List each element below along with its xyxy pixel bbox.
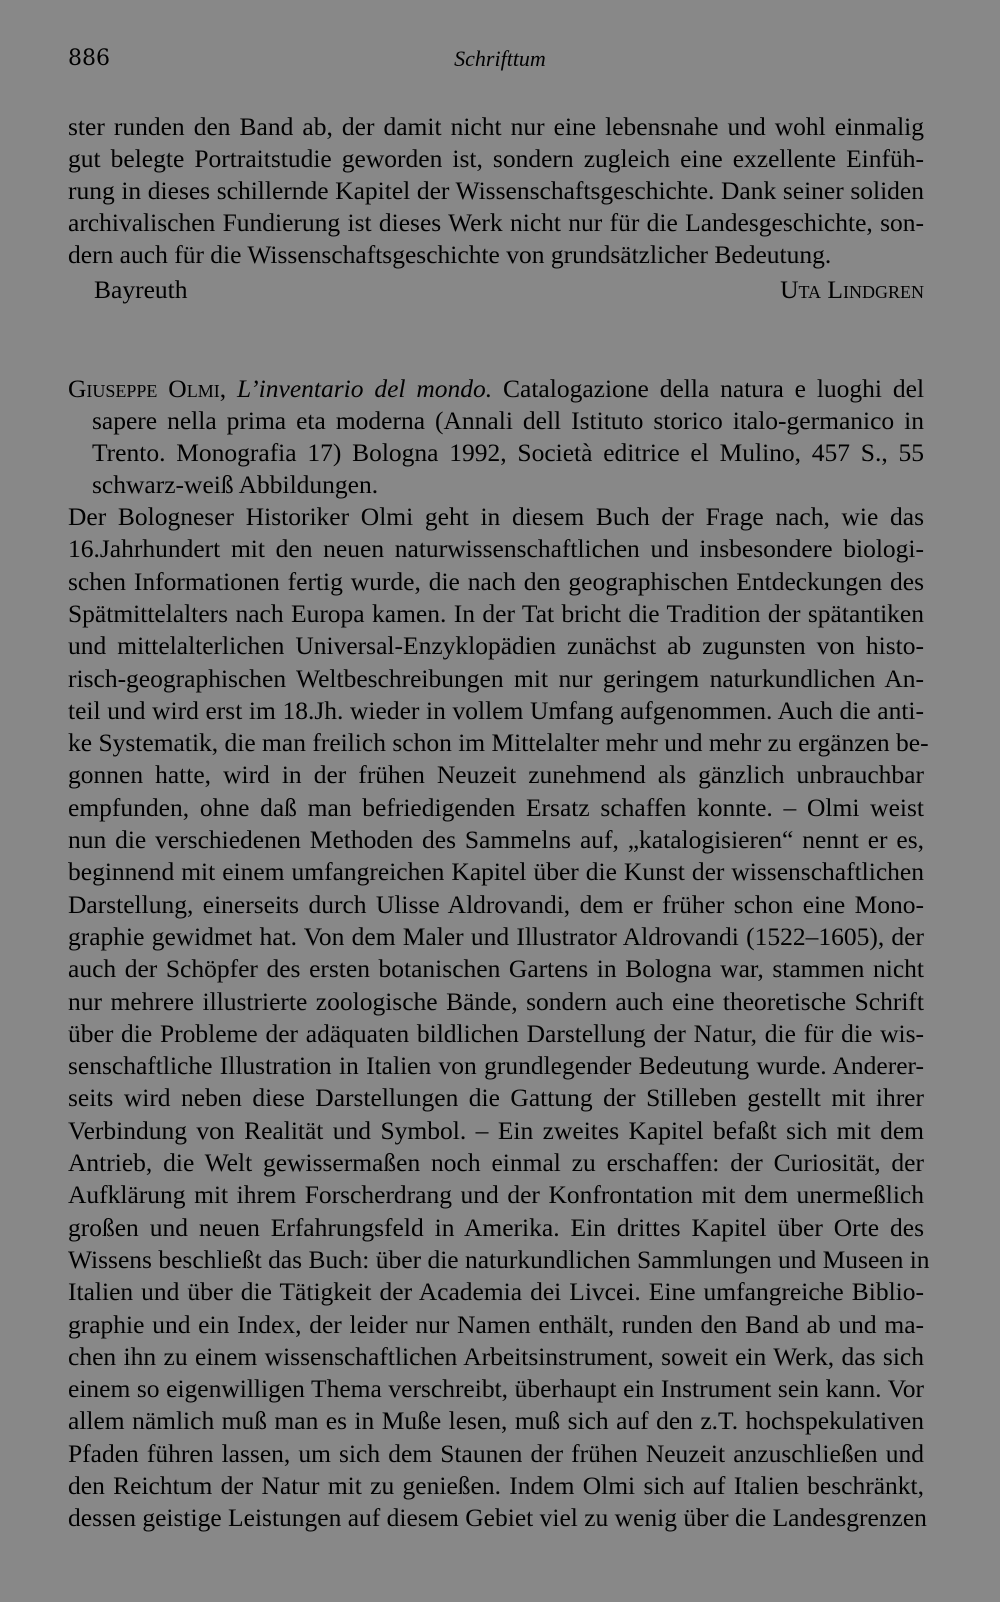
body-line: graphie gewidmet hat. Von dem Maler und Illustrator Aldrovandi (1522–1605), der: [68, 921, 924, 951]
body-line: Aufklärung mit ihrem Forscherdrang und der Konfrontation mit dem unermeßlich: [68, 1180, 924, 1210]
citation-line: sapere nella prima eta moderna (Annali dell Istituto storico italo-germanico in: [92, 406, 924, 435]
citation-line-1: Giuseppe Olmi, L’inventario del mondo. Catalogazione della natura e luoghi del: [68, 374, 925, 403]
body-line: gonnen hatte, wird in der frühen Neuzeit zunehmend als gänzlich unbrauchbar: [68, 760, 924, 790]
page-number: 886: [68, 46, 110, 71]
body-line: risch-geographischen Weltbeschreibungen mit nur geringem naturkundlichen An-: [68, 663, 924, 693]
review1-line: archivalischen Fundierung ist dieses Werk nicht nur für die Landesgeschichte, son-: [68, 208, 924, 237]
body-line: Wissens beschließt das Buch: über die naturkundlichen Sammlungen und Museen in: [68, 1244, 930, 1274]
body-line: seits wird neben diese Darstellungen die Gattung der Stilleben gestellt mit ihrer: [68, 1083, 924, 1113]
review1-place: Bayreuth: [94, 275, 188, 304]
body-line: chen ihn zu einem wissenschaftlichen Arbeitsinstrument, soweit ein Werk, das sich: [68, 1341, 924, 1371]
page-header: [0, 42, 1000, 82]
body-line: Spätmittelalters nach Europa kamen. In der Tat bricht die Tradition der spätantiken: [68, 598, 924, 628]
review1-line: dern auch für die Wissenschaftsgeschichte von grundsätzlicher Bedeutung.: [68, 240, 832, 269]
body-line: senschaftliche Illustration in Italien von grundlegender Bedeutung wurde. Anderer-: [68, 1051, 924, 1081]
body-line: empfunden, ohne daß man befriedigenden Ersatz schaffen konnte. – Olmi weist: [68, 792, 924, 822]
body-line: nun die verschiedenen Methoden des Sammelns auf, „katalogisieren“ nennt er es,: [68, 825, 924, 854]
body-line: 16.Jahrhundert mit den neuen naturwissenschaftlichen und insbesondere biologi-: [68, 534, 924, 564]
citation-line: schwarz-weiß Abbildungen.: [92, 470, 379, 499]
body-line: beginnend mit einem umfangreichen Kapitel über die Kunst der wissenschaftlichen: [68, 857, 924, 887]
body-line: nur mehrere illustrierte zoologische Bände, sondern auch eine theoretische Schrift: [68, 986, 924, 1016]
citation-author: Giuseppe Olmi: [68, 374, 220, 403]
body-line: ke Systematik, die man freilich schon im Mittelalter mehr und mehr zu ergänzen be-: [68, 728, 929, 758]
body-line: Verbindung von Realität und Symbol. – Ein zweites Kapitel befaßt sich mit dem: [68, 1115, 924, 1145]
body-line: den Reichtum der Natur mit zu genießen. Indem Olmi sich auf Italien beschränkt,: [68, 1471, 924, 1500]
body-line: einem so eigenwilligen Thema verschreibt, überhaupt ein Instrument sein kann. Vor: [68, 1374, 924, 1404]
body-line: Der Bologneser Historiker Olmi geht in diesem Buch der Frage nach, wie das: [68, 502, 924, 531]
body-line: und mittelalterlichen Universal-Enzyklopädien zunächst ab zugunsten von histo-: [68, 631, 924, 661]
body-line: über die Probleme der adäquaten bildlichen Darstellung der Natur, die für die wis-: [68, 1018, 924, 1048]
body-line: auch der Schöpfer des ersten botanischen Gartens in Bologna war, stammen nicht: [68, 954, 924, 984]
citation-line: Trento. Monografia 17) Bologna 1992, Società editrice el Mulino, 457 S., 55: [92, 438, 924, 467]
body-line: Antrieb, die Welt gewissermaßen noch einmal zu erschaffen: der Curiosität, der: [68, 1148, 924, 1177]
body-line: Italien und über die Tätigkeit der Academia dei Livcei. Eine umfangreiche Biblio-: [68, 1277, 924, 1307]
citation-title: L’inventario del mondo.: [236, 374, 493, 403]
running-title: Schrifttum: [454, 46, 546, 71]
body-line: teil und wird erst im 18.Jh. wieder in vollem Umfang aufgenommen. Auch die anti-: [68, 695, 924, 725]
review1-reviewer: Uta Lindgren: [780, 275, 924, 304]
review1-line: gut belegte Portraitstudie geworden ist, sondern zugleich eine exzellente Einfüh-: [68, 144, 924, 173]
body-line: allem nämlich muß man es in Muße lesen, muß sich auf den z.T. hochspekulativen: [68, 1406, 924, 1436]
body-line: Darstellung, einerseits durch Ulisse Aldrovandi, dem er früher schon eine Mono-: [68, 889, 924, 919]
review1-line: rung in dieses schillernde Kapitel der Wissenschaftsgeschichte. Dank seiner soliden: [68, 176, 924, 205]
body-line: Pfaden führen lassen, um sich dem Staunen der frühen Neuzeit anzuschließen und: [68, 1438, 924, 1468]
body-line: dessen geistige Leistungen auf diesem Gebiet viel zu wenig über die Landesgrenzen: [68, 1503, 927, 1533]
body-line: großen und neuen Erfahrungsfeld in Amerika. Ein drittes Kapitel über Orte des: [68, 1212, 924, 1242]
citation-subtitle: Catalogazione della natura e luoghi del: [503, 374, 925, 403]
body-line: graphie und ein Index, der leider nur Namen enthält, runden den Band ab und ma-: [68, 1309, 924, 1339]
body-line: schen Informationen fertig wurde, die nach den geographischen Entdeckungen des: [68, 566, 924, 596]
review1-line: ster runden den Band ab, der damit nicht nur eine lebensnahe und wohl einmalig: [68, 112, 924, 141]
